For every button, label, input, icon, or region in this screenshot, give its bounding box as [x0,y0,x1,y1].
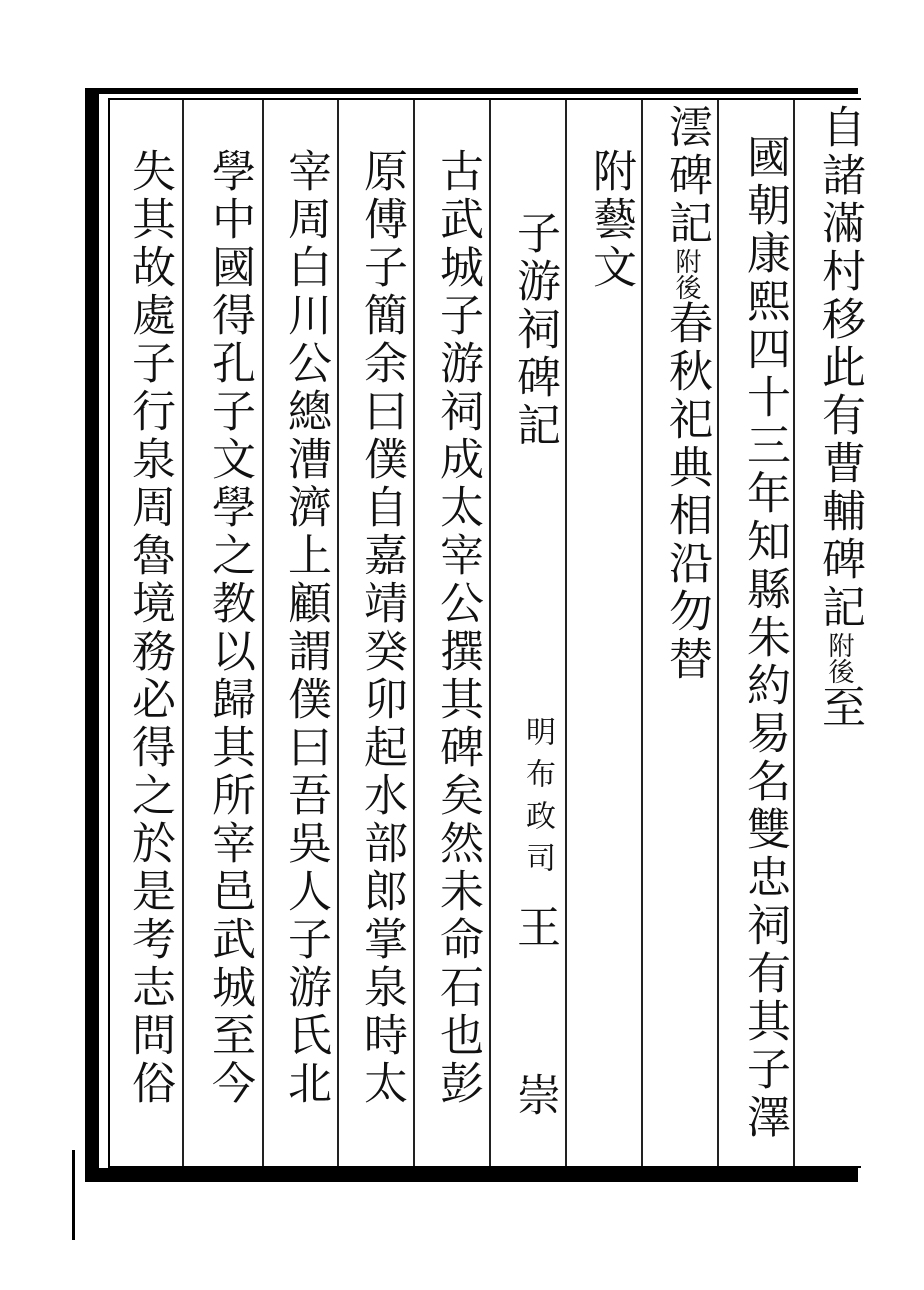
author-name-text: 王 崇 [509,904,560,1156]
text-column-2 [733,134,795,1142]
column-text: 宰周白川公總漕濟上顧謂僕曰吾吳人子游氏北 [280,148,331,1108]
column-text: 自諸滿村移此有曹輔碑記 [814,104,865,632]
column-text: 學中國得孔子文學之教以歸其所宰邑武城至今 [204,148,255,1108]
column-text: 古武城子游祠成太宰公撰其碑矣然未命石也彭 [432,148,483,1108]
author-name [503,904,565,1156]
inline-note: 附後 [671,248,701,300]
text-column-8 [274,148,336,1108]
text-column-10 [118,148,180,1108]
column-text: 原傅子簡余曰僕自嘉靖癸卯起水部郎掌泉時太 [356,148,407,1108]
column-text-tail: 至 [814,684,865,732]
column-text: 澐碑記 [661,104,712,248]
column-rule [337,100,339,1166]
margin-mark [72,1150,75,1240]
column-rule [717,100,719,1166]
column-rule [182,100,184,1166]
inline-note: 附後 [824,632,854,684]
column-rule [641,100,643,1166]
essay-title [503,210,565,450]
column-text: 附藝文 [585,148,636,292]
text-column-1 [808,104,870,732]
column-text: 失其故處子行泉周魯境務必得之於是考志問俗 [124,148,175,1108]
column-rule [489,100,491,1166]
essay-title-text: 子游祠碑記 [509,210,560,450]
column-rule [413,100,415,1166]
column-rule [565,100,567,1166]
author-office [506,716,568,884]
column-rule [262,100,264,1166]
text-column-9 [198,148,260,1108]
author-office-text: 明布政司 [520,716,555,884]
text-column-7 [350,148,412,1108]
text-column-3 [655,104,717,684]
column-text-tail: 春秋祀典相沿勿替 [661,300,712,684]
section-heading [579,148,641,292]
column-text: 國朝康熙四十三年知縣朱約易名雙忠祠有其子澤 [739,134,790,1142]
text-column-6 [426,148,488,1108]
